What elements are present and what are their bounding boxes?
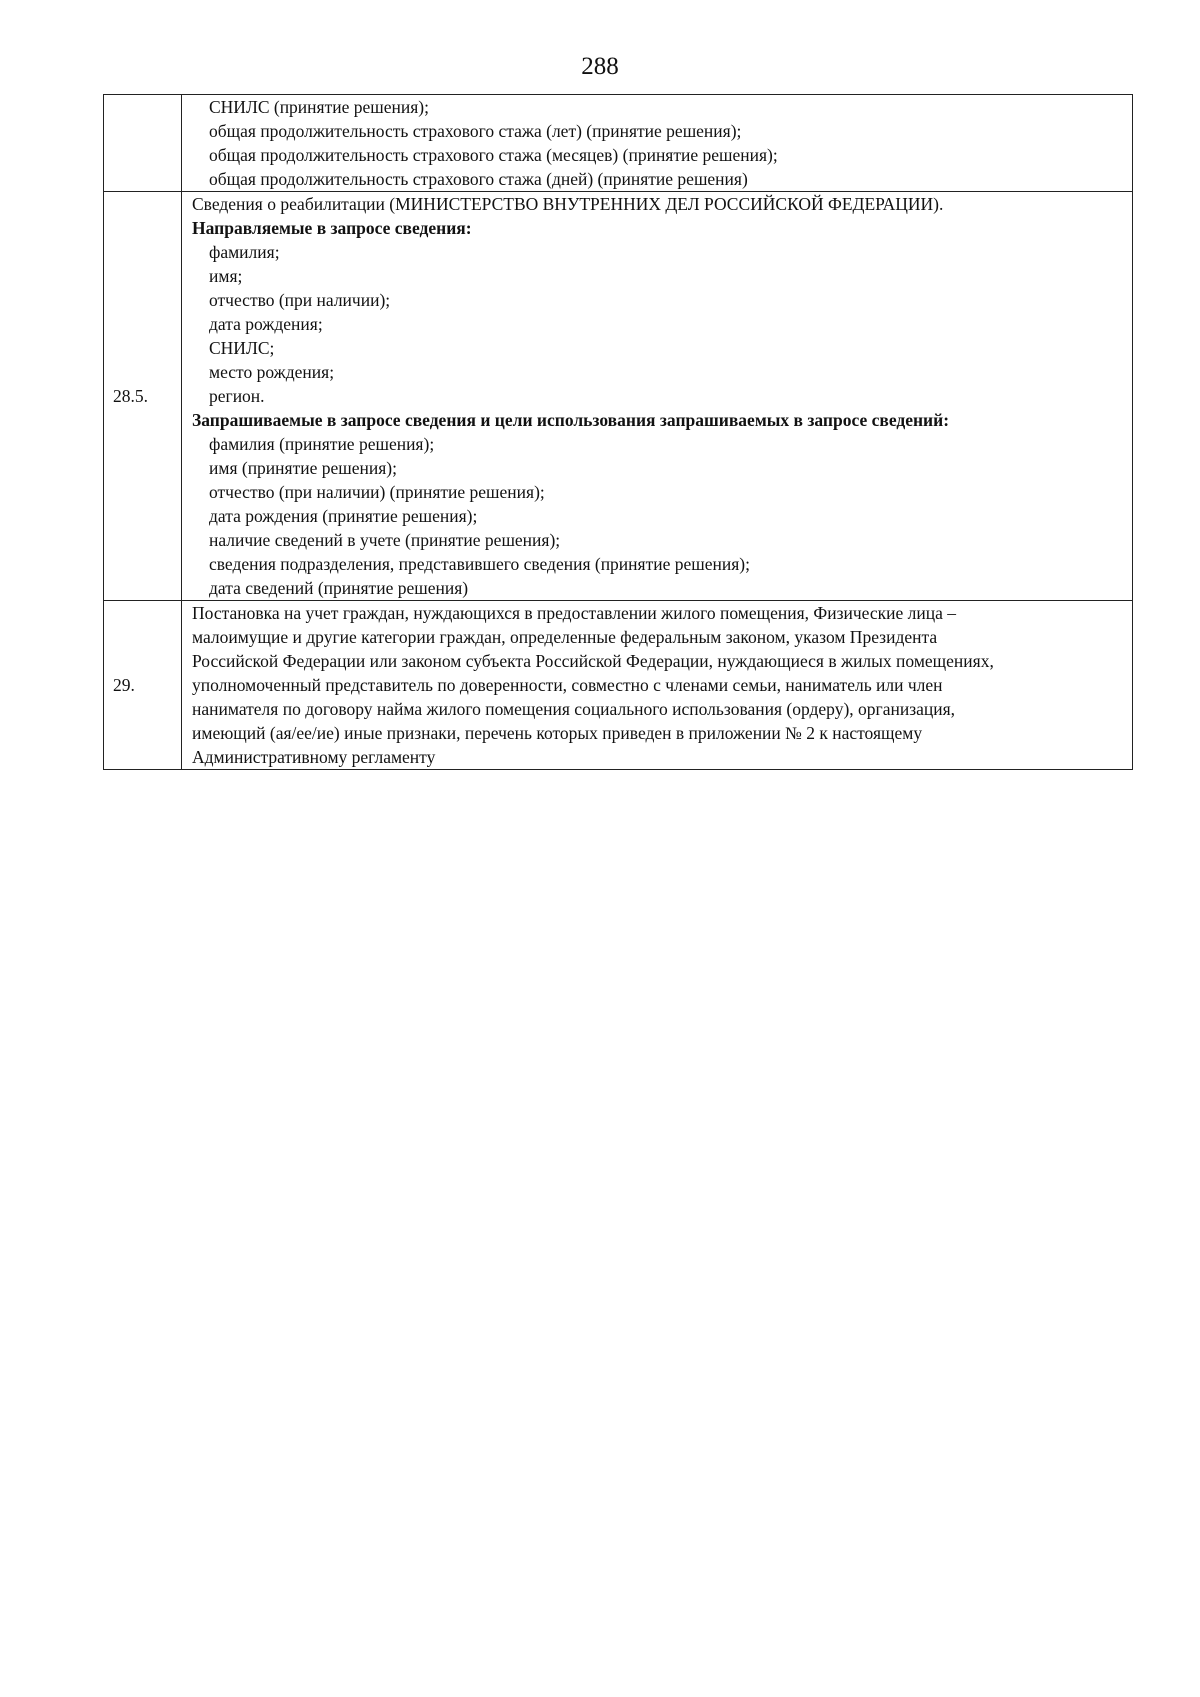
content-line: Российской Федерации или законом субъекта Российской Федерации, нуждающиеся в жилых помещениях, (192, 651, 994, 671)
row-content-cell (182, 192, 1133, 601)
content-line: наличие сведений в учете (принятие решения); (209, 530, 561, 550)
content-line: общая продолжительность страхового стажа (дней) (принятие решения) (209, 169, 748, 189)
content-line: нанимателя по договору найма жилого помещения социального использования (ордеру), организация, (192, 699, 956, 719)
content-line: фамилия; (209, 242, 280, 262)
content-line: имеющий (ая/ее/ие) иные признаки, перечень которых приведен в приложении № 2 к настоящему (192, 723, 923, 743)
content-line: Сведения о реабилитации (МИНИСТЕРСТВО ВНУТРЕННИХ ДЕЛ РОССИЙСКОЙ ФЕДЕРАЦИИ). (192, 194, 944, 214)
content-line: имя (принятие решения); (209, 458, 397, 478)
row-content-cell (182, 95, 1133, 192)
content-line: Постановка на учет граждан, нуждающихся в предоставлении жилого помещения, Физические лица – (192, 603, 956, 623)
content-line: сведения подразделения, представившего сведения (принятие решения); (209, 554, 750, 574)
content-line: имя; (209, 266, 243, 286)
content-line: дата сведений (принятие решения) (209, 578, 469, 598)
content-line: фамилия (принятие решения); (209, 434, 435, 454)
section-heading-line: Запрашиваемые в запросе сведения и цели использования запрашиваемых в запросе сведений: (192, 410, 950, 430)
table-row (104, 192, 1133, 601)
row-number-cell: 29. (104, 601, 182, 770)
content-line: уполномоченный представитель по доверенности, совместно с членами семьи, наниматель или член (192, 675, 943, 695)
row-content-cell (182, 601, 1133, 770)
content-line: СНИЛС; (209, 338, 275, 358)
document-table (103, 94, 1133, 770)
content-line: дата рождения; (209, 314, 323, 334)
content-line: общая продолжительность страхового стажа (месяцев) (принятие решения); (209, 145, 778, 165)
page-number: 288 (581, 53, 619, 80)
content-line: отчество (при наличии); (209, 290, 391, 310)
content-line: СНИЛС (принятие решения); (209, 97, 429, 117)
content-line: отчество (при наличии) (принятие решения); (209, 482, 545, 502)
content-line: место рождения; (209, 362, 335, 382)
table-row (104, 95, 1133, 192)
content-line: дата рождения (принятие решения); (209, 506, 478, 526)
content-line: общая продолжительность страхового стажа (лет) (принятие решения); (209, 121, 742, 141)
table-row (104, 601, 1133, 770)
content-line: Административному регламенту (192, 747, 436, 767)
content-line: регион. (209, 386, 265, 406)
section-heading-line: Направляемые в запросе сведения: (192, 218, 472, 238)
row-number-cell (104, 95, 182, 192)
table-body (104, 95, 1133, 770)
row-number-cell: 28.5. (104, 192, 182, 601)
content-line: малоимущие и другие категории граждан, определенные федеральным законом, указом Президента (192, 627, 938, 647)
